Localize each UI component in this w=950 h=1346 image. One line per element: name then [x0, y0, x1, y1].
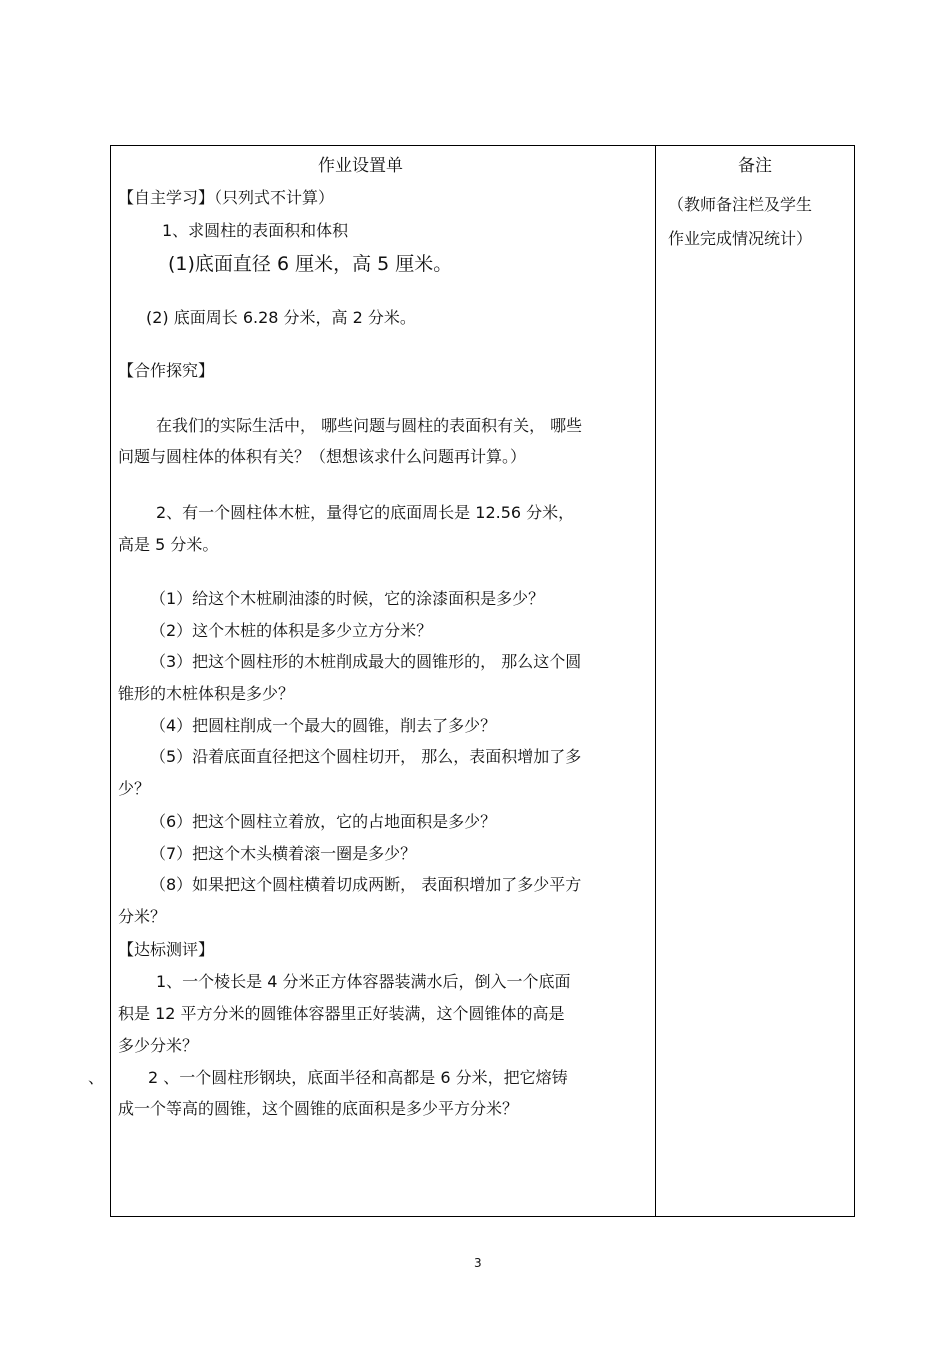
sub-question-6: （6）把这个圆柱立着放，它的占地面积是多少？ — [150, 812, 497, 831]
margin-mark: 、 — [88, 1068, 105, 1087]
assessment-question-2-line-2: 成一个等高的圆锥，这个圆锥的底面积是多少平方分米？ — [118, 1099, 519, 1118]
assessment-question-1-line-1: 1、一个棱长是 4 分米正方体容器装满水后，倒入一个底面 — [156, 972, 571, 991]
assessment-question-1-line-3: 多少分米？ — [118, 1036, 199, 1055]
sub-question-5-line-2: 少？ — [118, 779, 151, 798]
sub-question-3-line-1: （3）把这个圆柱形的木桩削成最大的圆锥形的， 那么这个圆 — [150, 652, 582, 671]
self-study-heading: 【自主学习】（只列式不计算） — [118, 188, 335, 207]
sub-question-8-line-2: 分米？ — [118, 907, 167, 926]
page-number: 3 — [474, 1256, 482, 1270]
self-study-question-1: 1、求圆柱的表面积和体积 — [162, 221, 349, 240]
assessment-heading: 【达标测评】 — [118, 940, 215, 959]
sub-question-4: （4）把圆柱削成一个最大的圆锥，削去了多少？ — [150, 716, 497, 735]
self-study-question-1-part-1: (1)底面直径 6 厘米，高 5 厘米。 — [168, 253, 453, 275]
sub-question-3-line-2: 锥形的木桩体积是多少？ — [118, 684, 295, 703]
column-divider — [655, 145, 656, 1217]
sub-question-1: （1）给这个木桩刷油漆的时候，它的涂漆面积是多少？ — [150, 589, 545, 608]
sub-question-7: （7）把这个木头横着滚一圈是多少？ — [150, 844, 417, 863]
notes-description-line-2: 作业完成情况统计） — [668, 229, 813, 248]
page-title: 作业设置单 — [318, 156, 403, 176]
notes-heading: 备注 — [738, 156, 772, 176]
cooperative-intro-line-1: 在我们的实际生活中， 哪些问题与圆柱的表面积有关， 哪些 — [156, 416, 583, 435]
assessment-question-2-line-1: 2 、一个圆柱形钢块，底面半径和高都是 6 分米，把它熔铸 — [148, 1068, 568, 1087]
notes-description-line-1: （教师备注栏及学生 — [668, 195, 813, 214]
sub-question-2: （2）这个木桩的体积是多少立方分米？ — [150, 621, 433, 640]
assessment-question-1-line-2: 积是 12 平方分米的圆锥体容器里正好装满，这个圆锥体的高是 — [118, 1004, 565, 1023]
sub-question-8-line-1: （8）如果把这个圆柱横着切成两断， 表面积增加了多少平方 — [150, 875, 582, 894]
cooperative-intro-line-2: 问题与圆柱体的体积有关？（想想该求什么问题再计算。） — [118, 447, 527, 466]
self-study-question-1-part-2: (2) 底面周长 6.28 分米，高 2 分米。 — [146, 308, 416, 327]
cooperative-question-2-line-2: 高是 5 分米。 — [118, 535, 219, 554]
cooperative-question-2-line-1: 2、有一个圆柱体木桩，量得它的底面周长是 12.56 分米， — [156, 503, 575, 522]
homework-table — [110, 145, 855, 1217]
sub-question-5-line-1: （5）沿着底面直径把这个圆柱切开， 那么，表面积增加了多 — [150, 747, 582, 766]
cooperative-heading: 【合作探究】 — [118, 361, 215, 380]
